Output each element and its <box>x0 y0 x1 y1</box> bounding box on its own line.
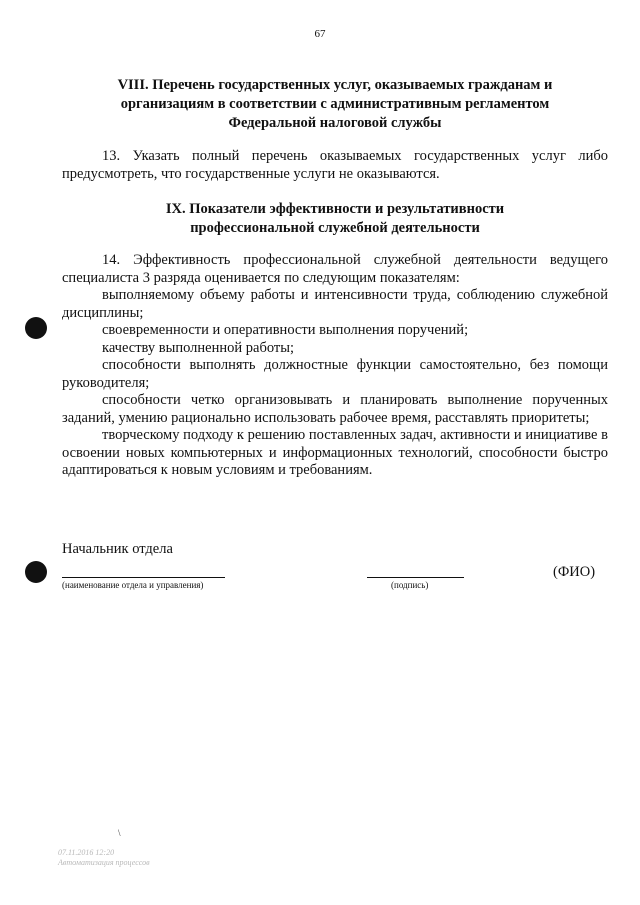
section-9-heading-line-2: профессиональной служебной деятельности <box>190 220 480 236</box>
print-stamp <box>58 848 150 868</box>
indicator-item: творческому подходу к решению поставленных задач, активности и инициативе в освоении новых компьютерных и информационных технологий, способности быстро адаптироваться к новым условиям и требованиям. <box>62 427 608 478</box>
section-8-heading-line-2: организациям в соответствии с административным регламентом <box>120 96 550 112</box>
section-8-heading <box>70 76 600 133</box>
indicator-item: выполняемому объему работы и интенсивности труда, соблюдению служебной дисциплины; <box>62 287 608 321</box>
fio-label: (ФИО) <box>553 564 596 580</box>
paragraph-13: 13. Указать полный перечень оказываемых государственных услуг либо предусмотреть, что государственные услуги не оказываются. <box>62 148 608 182</box>
section-9-heading <box>70 200 600 238</box>
indicator-item: своевременности и оперативности выполнения поручений; <box>102 322 469 338</box>
punch-hole-mark <box>25 561 47 583</box>
page-number: 67 <box>314 28 326 40</box>
paragraph-14-intro: 14. Эффективность профессиональной служебной деятельности ведущего специалиста 3 разряда оценивается по следующим показателям: <box>62 252 608 286</box>
signature-title: Начальник отдела <box>62 541 173 557</box>
indicator-item: способности четко организовывать и планировать выполнение порученных заданий, умению рационально использовать рабочее время, расставлять приоритеты; <box>62 392 608 426</box>
section-8-heading-line-1: VIII. Перечень государственных услуг, оказываемых гражданам и <box>117 77 553 93</box>
paragraph-14 <box>62 252 608 480</box>
print-stamp-line-2: Автоматизация процессов <box>58 858 150 867</box>
department-caption: (наименование отдела и управления) <box>62 580 204 590</box>
indicator-item: качеству выполненной работы; <box>102 339 294 356</box>
signature-line <box>367 577 464 578</box>
department-signature-line <box>62 577 225 578</box>
indicator-item: способности выполнять должностные функции самостоятельно, без помощи руководителя; <box>62 357 608 391</box>
scan-mark: \ <box>118 828 121 838</box>
signature-caption: (подпись) <box>391 580 429 590</box>
print-stamp-line-1: 07.11.2016 12:20 <box>58 848 115 857</box>
punch-hole-mark <box>25 317 47 339</box>
section-9-heading-line-1: IX. Показатели эффективности и результативности <box>165 201 505 217</box>
section-8-heading-line-3: Федеральной налоговой службы <box>228 115 442 131</box>
